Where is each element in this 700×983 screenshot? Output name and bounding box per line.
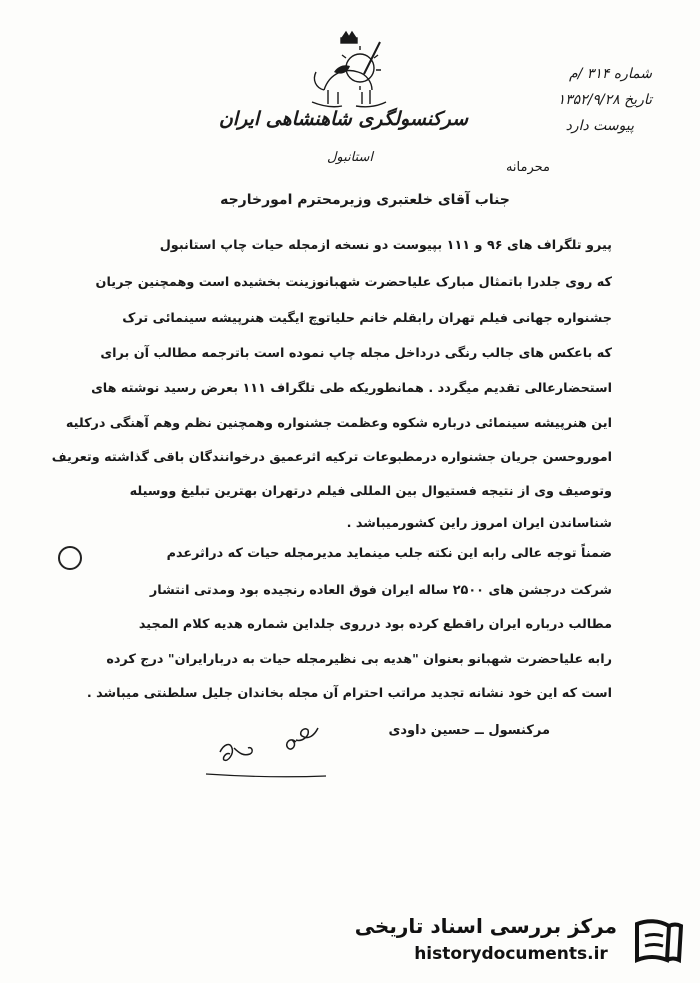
attachment-note: پیوست دارد bbox=[565, 118, 634, 134]
letter-number: شماره ۳۱۴ /م bbox=[568, 66, 652, 82]
body-line: رابه علیاحضرت شهبانو بعنوان "هدیه بی نظیرمجله حیات به دربارایران" درج کرده bbox=[106, 652, 612, 667]
watermark-url: historydocuments.ir bbox=[414, 944, 608, 964]
letter-date: تاریخ ۱۳۵۲/۹/۲۸ bbox=[557, 92, 652, 108]
circle-margin-mark bbox=[58, 546, 82, 570]
watermark-title: مرکز بررسی اسناد تاریخی bbox=[354, 914, 617, 938]
body-line: است که این خود نشانه تجدید مراتب احترام آن مجله بخاندان جلیل سلطنتی میباشد . bbox=[86, 686, 612, 701]
handwritten-signature bbox=[200, 712, 340, 782]
body-line: که باعکس های جالب رنگی درداخل مجله چاپ نموده است باترجمه مطالب آن برای bbox=[100, 346, 612, 361]
body-line: که روی جلدرا باتمثال مبارک علیاحضرت شهبانوزینت بخشیده است وهمچنین جریان bbox=[95, 275, 612, 290]
signature-line: مرکنسول ــ حسین داودی bbox=[388, 723, 550, 738]
body-line: این هنرپیشه سینمائی درباره شکوه وعظمت جشنواره وهمچنین نظم وهم آهنگی درکلیه bbox=[65, 416, 612, 431]
body-line: شناساندن ایران امروز راین کشورمیباشد . bbox=[346, 516, 612, 531]
archive-watermark bbox=[354, 908, 695, 978]
body-line: پیرو تلگراف های ۹۶ و ۱۱۱ بپیوست دو نسخه ازمجله حیات چاپ استانبول bbox=[159, 238, 612, 253]
body-line: اموروحسن جریان جشنواره درمطبوعات ترکیه اثرعمیق درخوانندگان باقی گذاشته وتعریف bbox=[51, 450, 612, 465]
classification-label: محرمانه bbox=[505, 160, 550, 175]
letterhead-title: سرکنسولگری شاهنشاهی ایران bbox=[218, 108, 468, 130]
body-line: مطالب درباره ایران راقطع کرده بود درروی جلداین شماره هدیه کلام المجید bbox=[138, 617, 612, 632]
letterhead-city: استانبول bbox=[326, 150, 374, 165]
archive-logo-icon bbox=[627, 910, 689, 972]
body-line: جشنواره جهانی فیلم تهران رابقلم خانم حلیاتوچ ایگیت هنرپیشه سینمائی ترک bbox=[122, 311, 612, 326]
body-line: وتوصیف وی از نتیجه فستیوال بین المللی فیلم درتهران بهترین تبلیغ ووسیله bbox=[129, 484, 612, 499]
body-line: ضمناً توجه عالی رابه این نکته جلب مینماید مدیرمجله حیات که دراثرعدم bbox=[166, 546, 612, 561]
body-line: استحضارعالی تقدیم میگردد . همانطوریکه طی تلگراف ۱۱۱ بعرض رسید نوشته های bbox=[91, 381, 612, 396]
lion-and-sun-emblem bbox=[304, 28, 394, 110]
salutation: جناب آقای خلعتبری وزیرمحترم امورخارجه bbox=[220, 192, 510, 208]
body-line: شرکت درجشن های ۲۵۰۰ ساله ایران فوق العاده رنجیده بود ومدتی انتشار bbox=[149, 583, 612, 598]
